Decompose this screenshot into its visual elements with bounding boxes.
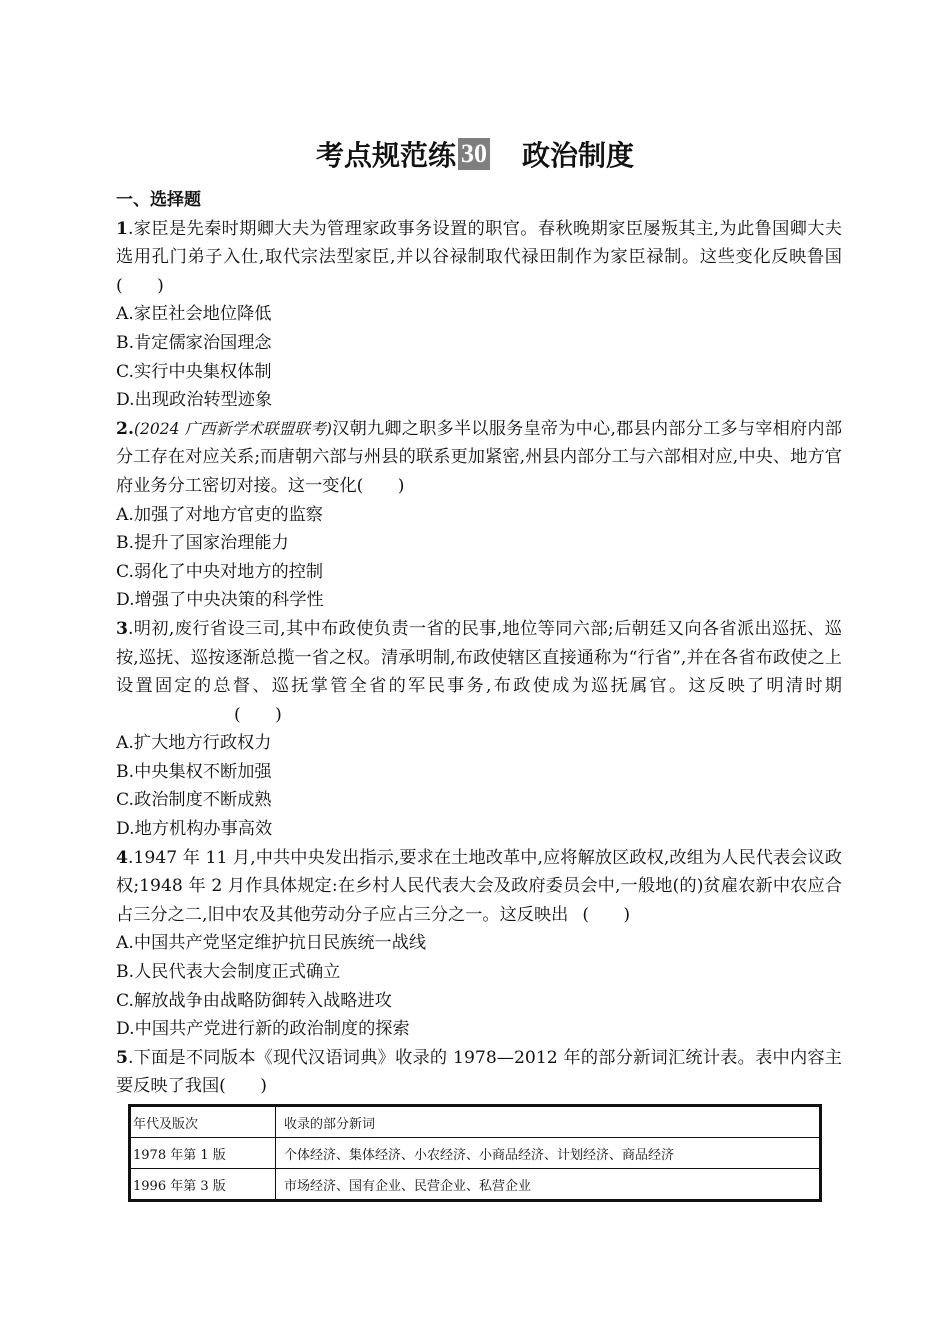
question-number: 2 [116,418,128,439]
question-4-stem: 4.1947 年 11 月,中共中央发出指示,要求在土地改革中,应将解放区政权,改组为人民代表会议政权;1948 年 2 月作具体规定:在乡村人民代表大会及政府委员会中,一般地(的)贫雇农新中农应合占三分之二,旧中农及其他劳动分子应占三分之一。这反映出 ( ) [116,844,842,930]
table-cell: 1996 年第 3 版 [130,1169,276,1201]
table-cell: 市场经济、国有企业、民营企业、私营企业 [276,1169,821,1201]
question-4-option-b[interactable]: B.人民代表大会制度正式确立 [116,962,341,983]
question-number: 3 [116,618,128,639]
question-3-option-a[interactable]: A.扩大地方行政权力 [116,733,272,754]
page-title [0,136,950,176]
question-5-stem: 5.下面是不同版本《现代汉语词典》收录的 1978—2012 年的部分新词汇统计表。表中内容主要反映了我国( ) [116,1047,842,1097]
question-1-option-b[interactable]: B.肯定儒家治国理念 [116,332,272,353]
table-row [130,1169,821,1201]
question-3-stem: 3.明初,废行省设三司,其中布政使负责一省的民事,地位等同六部;后朝廷又向各省派出巡抚、巡按,巡抚、巡按逐渐总揽一省之权。清承明制,布政使辖区直接通称为“行省”,并在各省布政使之上设置固定的总督、巡抚掌管全省的军民事务,布政使成为巡抚属官。这反映了明清时期( ) [116,615,842,729]
table-header-cell: 年代及版次 [130,1106,276,1138]
question-1-option-c[interactable]: C.实行中央集权体制 [116,361,272,382]
section-heading: 一、选择题 [116,190,201,210]
table-header-cell: 收录的部分新词 [276,1106,821,1138]
answer-blank: ( ) [582,904,631,925]
table-cell: 个体经济、集体经济、小农经济、小商品经济、计划经济、商品经济 [276,1138,821,1169]
question-number: 4 [116,847,128,868]
title-subject: 政治制度 [522,139,635,172]
question-4-option-c[interactable]: C.解放战争由战略防御转入战略进攻 [116,990,392,1011]
question-3-option-c[interactable]: C.政治制度不断成熟 [116,790,272,811]
vocabulary-table [128,1104,822,1202]
question-2-stem: 2.(2024 广西新学术联盟联考)汉朝九卿之职多半以服务皇帝为中心,郡县内部分工多与宰相府内部分工存在对应关系;而唐朝六部与州县的联系更加紧密,州县内部分工与六部相对应,中央、地方官府业务分工密切对接。这一变化( ) [116,418,843,496]
question-2-option-b[interactable]: B.提升了国家治理能力 [116,533,289,554]
title-prefix: 考点规范练 [315,139,456,172]
question-1-option-d[interactable]: D.出现政治转型迹象 [116,390,273,411]
question-4-option-a[interactable]: A.中国共产党坚定维护抗日民族统一战线 [116,933,427,954]
question-number: 1 [116,218,128,239]
question-3-option-b[interactable]: B.中央集权不断加强 [116,761,272,782]
question-1-option-a[interactable]: A.家臣社会地位降低 [116,304,272,325]
question-source: (2024 广西新学术联盟联考) [133,419,332,438]
table-header-row [130,1106,821,1138]
question-1-stem: 1.家臣是先秦时期卿大夫为管理家政事务设置的职官。春秋晚期家臣屡叛其主,为此鲁国卿大夫选用孔门弟子入仕,取代宗法型家臣,并以谷禄制取代禄田制作为家臣禄制。这些变化反映鲁国( ) [116,218,842,296]
question-list [116,186,842,1101]
answer-blank: ( ) [234,704,282,725]
title-number-badge: 30 [458,138,490,170]
question-2-option-a[interactable]: A.加强了对地方官吏的监察 [116,504,323,525]
question-2-option-d[interactable]: D.增强了中央决策的科学性 [116,590,324,611]
table-row [130,1138,821,1169]
question-number: 5 [116,1047,128,1068]
table-cell: 1978 年第 1 版 [130,1138,276,1169]
question-3-option-d[interactable]: D.地方机构办事高效 [116,819,273,840]
question-4-option-d[interactable]: D.中国共产党进行新的政治制度的探索 [116,1019,410,1040]
question-2-option-c[interactable]: C.弱化了中央对地方的控制 [116,561,324,582]
